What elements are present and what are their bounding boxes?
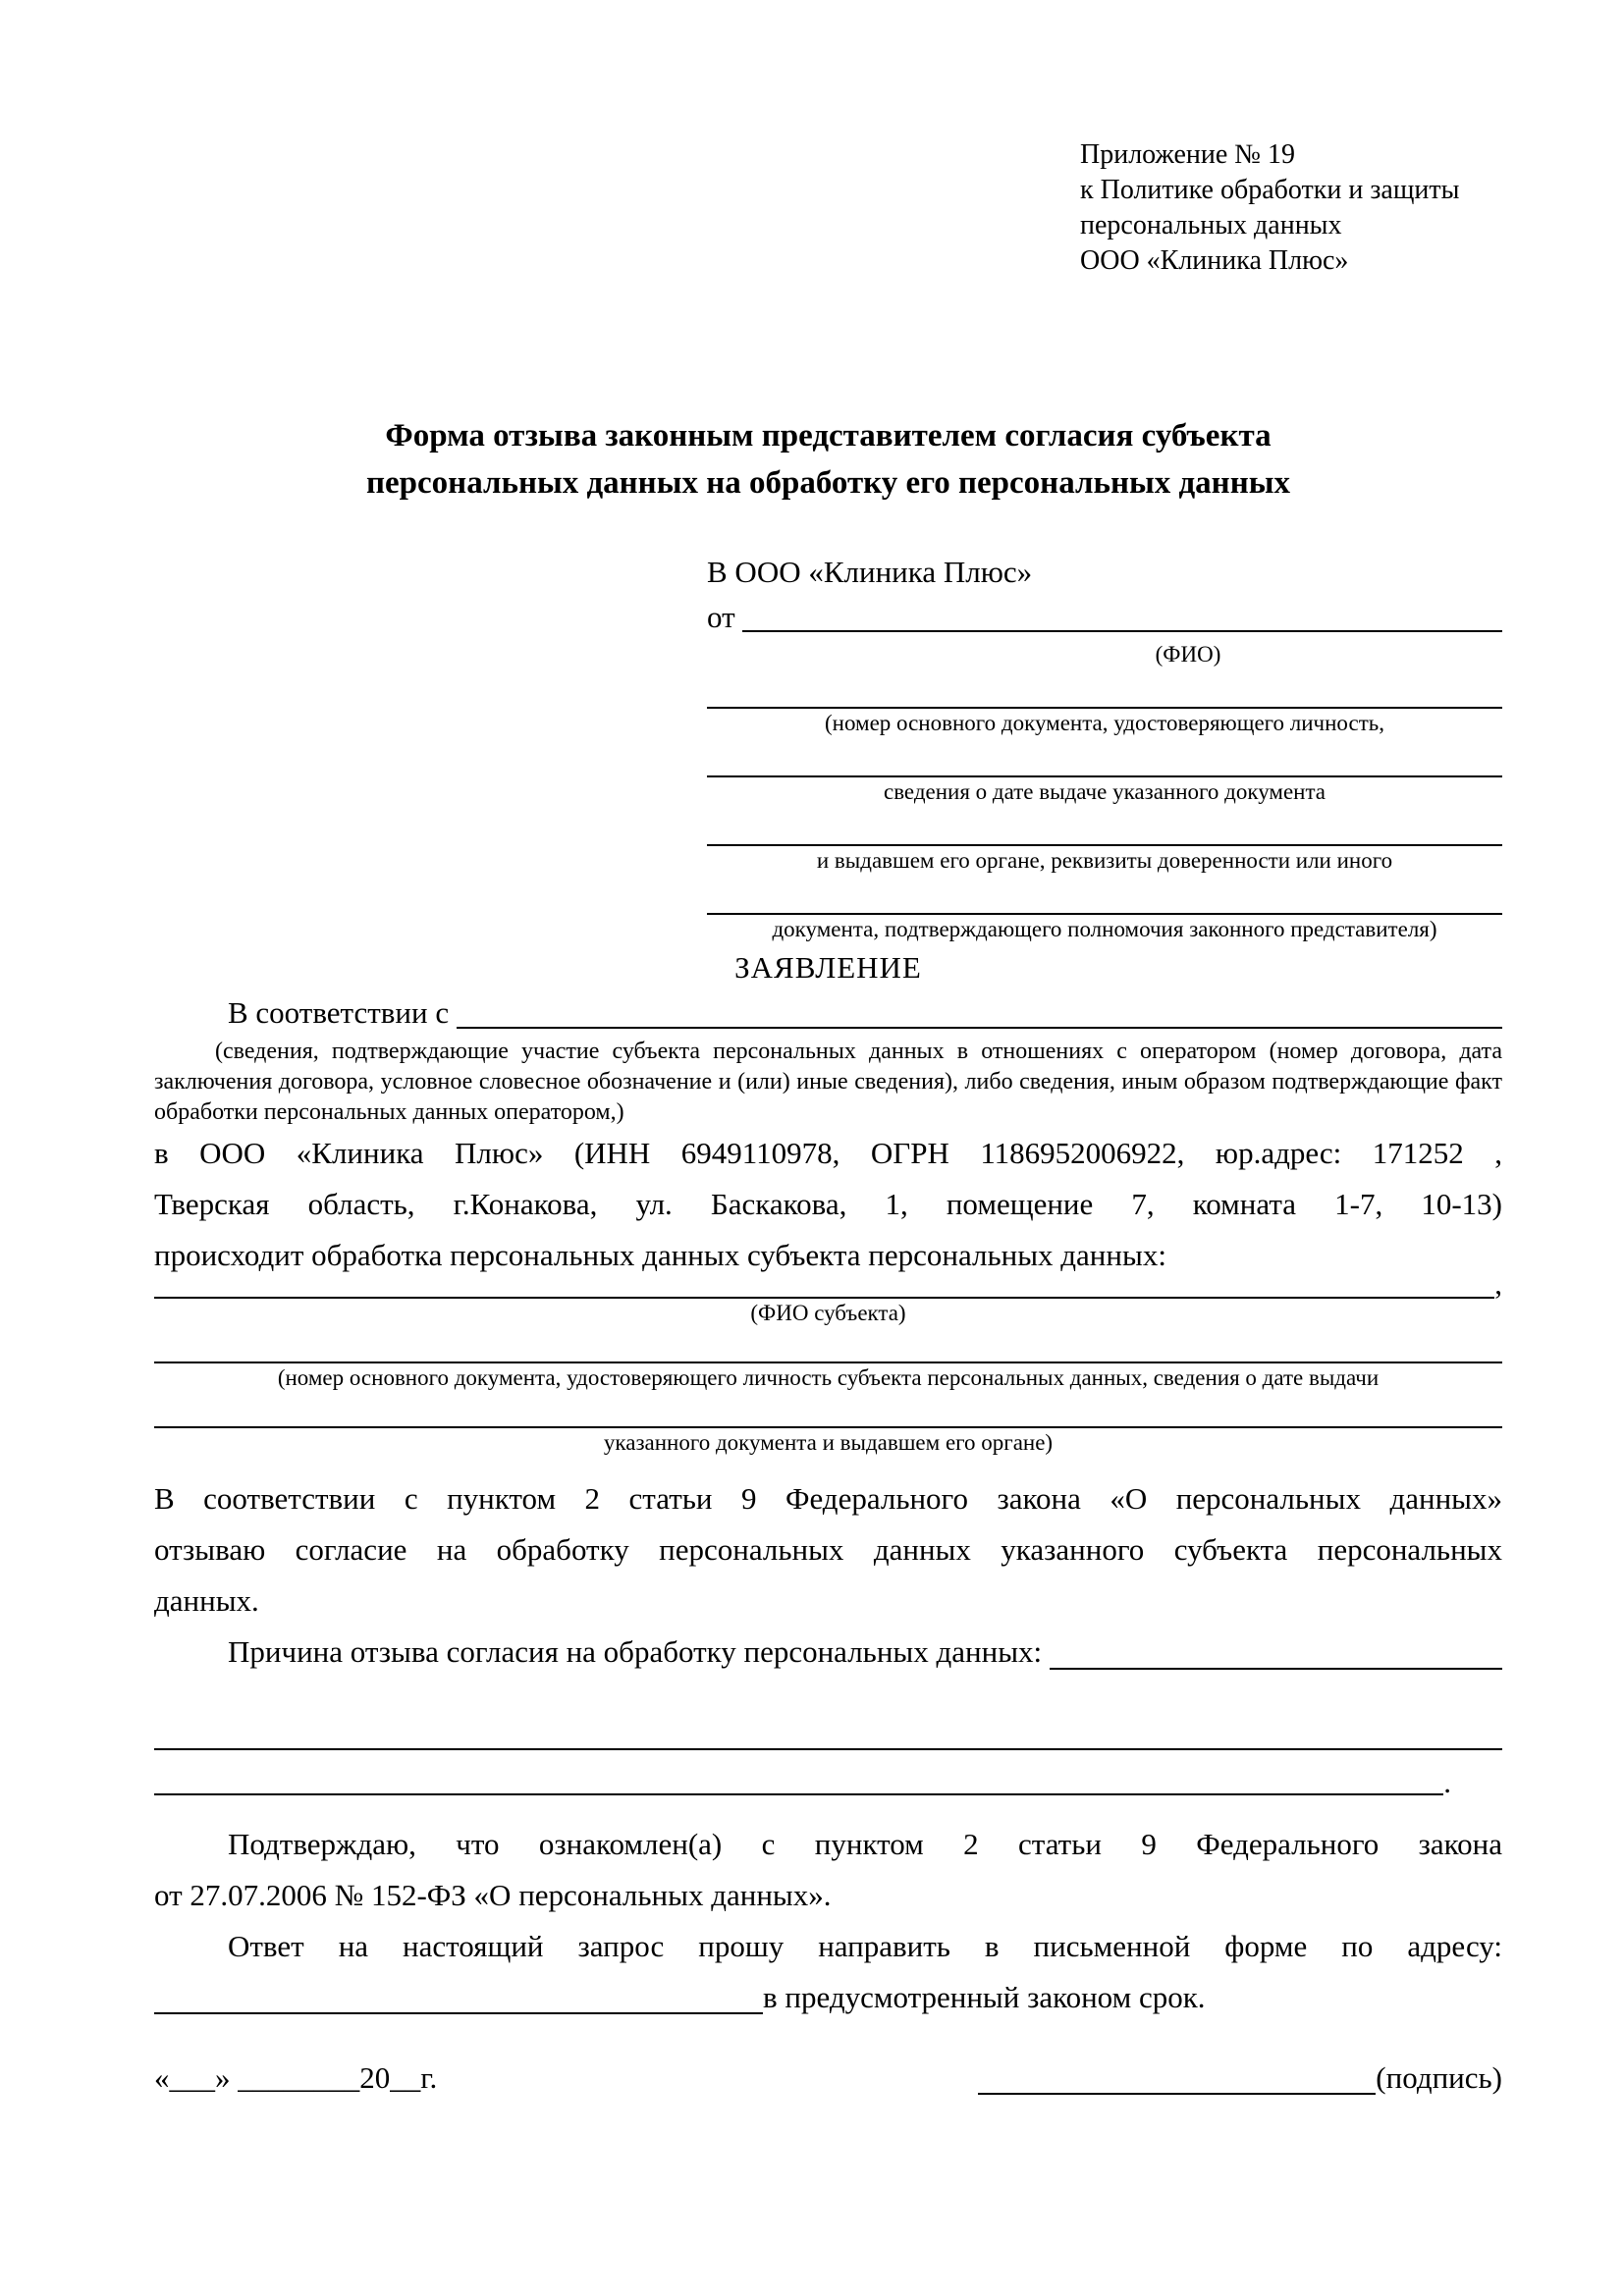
subject-underline-field: [154, 1279, 1494, 1299]
confirmation-paragraph: [154, 1819, 1502, 1921]
intro-underline-field: [457, 989, 1502, 1029]
field-caption: документа, подтверждающего полномочия законного представителя): [772, 917, 1437, 941]
note-line: (сведения, подтверждающие участие субъекта персональных данных в отношениях с оператором (номер договора, дата: [215, 1039, 1502, 1064]
appendix-block: [1080, 137, 1502, 279]
underline-field: [707, 669, 1502, 709]
tab-indent: [154, 989, 228, 1037]
operator-paragraph-line: Тверская область, г.Конакова, ул. Баскакова, 1, помещение 7, комната 1-7, 10-13): [154, 1187, 1502, 1221]
appendix-line: ООО «Клиника Плюс»: [1080, 245, 1349, 276]
blank-underline-field-period: [154, 1750, 1502, 1799]
subject-doc-caption: указанного документа и выдавшем его органе): [603, 1430, 1054, 1455]
footer: [154, 2053, 1502, 2104]
field-caption: сведения о дате выдаче указанного документа: [883, 779, 1326, 804]
confirmation-line: от 27.07.2006 № 152-ФЗ «О персональных данных».: [154, 1878, 832, 1912]
addressee-block: [707, 550, 1502, 944]
appendix-line: Приложение № 19: [1080, 139, 1295, 170]
field-caption: (номер основного документа, удостоверяющего личность,: [824, 711, 1384, 735]
blank-underline-field: [154, 1713, 1502, 1750]
document-title: [154, 412, 1502, 507]
withdrawal-line: В соответствии с пунктом 2 статьи 9 Федерального закона «О персональных данных»: [154, 1481, 1502, 1516]
intro-line: [154, 989, 1502, 1037]
reply-address-underline-field: [154, 1972, 763, 2014]
period-mark: .: [1443, 1765, 1451, 1799]
operator-paragraph-line: в ООО «Клиника Плюс» (ИНН 6949110978, ОГРН 1186952006922, юр.адрес: 171252 ,: [154, 1136, 1502, 1170]
underline-field: [707, 807, 1502, 846]
confirmation-line: Подтверждаю, что ознакомлен(а) с пунктом 2 статьи 9 Федерального закона: [228, 1827, 1502, 1861]
reply-address-line: [154, 1972, 1502, 2023]
reply-line: Ответ на настоящий запрос прошу направить в письменной форме по адресу:: [228, 1929, 1502, 1963]
note-line: обработки персональных данных оператором,): [154, 1099, 624, 1125]
underline-field: [707, 876, 1502, 915]
field-caption: и выдавшем его органе, реквизиты доверенности или иного: [816, 848, 1393, 873]
subject-fio-line: [154, 1266, 1502, 1301]
reason-prefix: Причина отзыва согласия на обработку персональных данных:: [228, 1634, 1050, 1669]
title-line: Форма отзыва законным представителем согласия субъекта: [385, 418, 1272, 454]
note-line: заключения договора, условное словесное обозначение и (или) иные сведения), либо сведения, иным образом подтверждающие факт: [154, 1069, 1502, 1095]
subject-comma: ,: [1494, 1266, 1502, 1301]
signature-block: [978, 2053, 1502, 2104]
blank-underline-field: [154, 1760, 1443, 1795]
withdrawal-paragraph: [154, 1473, 1502, 1627]
subject-doc-caption: (номер основного документа, удостоверяющего личность субъекта персональных данных, сведения о дате выдачи: [277, 1365, 1380, 1390]
tab-indent: [154, 1627, 228, 1678]
appendix-line: персональных данных: [1080, 210, 1342, 240]
underline-field: [707, 738, 1502, 777]
withdrawal-line: отзываю согласие на обработку персональных данных указанного субъекта персональных: [154, 1532, 1502, 1567]
title-line: персональных данных на обработку его персональных данных: [366, 465, 1290, 501]
intro-prefix: В соответствии с: [228, 995, 457, 1030]
from-line: [707, 595, 1502, 640]
appendix-line: к Политике обработки и защиты: [1080, 175, 1460, 205]
withdrawal-line: данных.: [154, 1583, 259, 1618]
fio-caption: (ФИО): [1155, 642, 1221, 667]
signature-underline-field: [978, 2093, 1376, 2095]
date-line: «___» ________20__г.: [154, 2060, 438, 2095]
reply-suffix: в предусмотренный законом срок.: [763, 1980, 1206, 2014]
operator-paragraph: [154, 1128, 1502, 1281]
subject-fio-caption: (ФИО субъекта): [750, 1301, 906, 1325]
reason-underline-field: [1050, 1627, 1502, 1670]
addressee-to: В ООО «Клиника Плюс»: [707, 555, 1033, 589]
from-label: от: [707, 600, 743, 634]
operator-paragraph-line: происходит обработка персональных данных субъекта персональных данных:: [154, 1238, 1166, 1272]
signature-caption: (подпись): [1376, 2060, 1502, 2095]
reason-line: [154, 1627, 1502, 1678]
from-underline-field: [742, 595, 1502, 632]
statement-heading: ЗАЯВЛЕНИЕ: [734, 950, 922, 985]
explanatory-note: [154, 1037, 1502, 1128]
